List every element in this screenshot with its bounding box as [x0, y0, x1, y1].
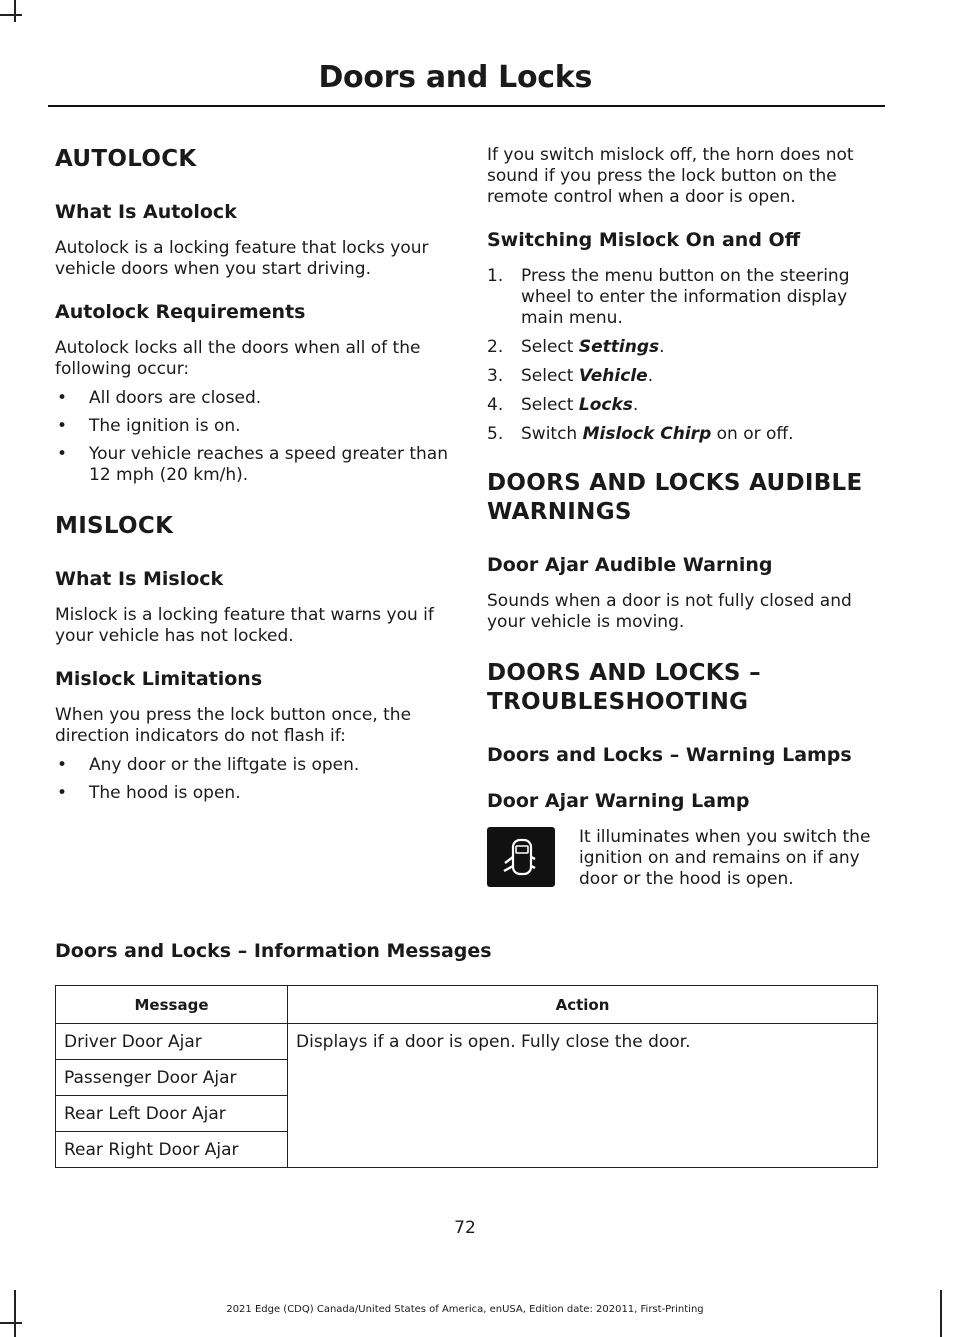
information-messages-title: Doors and Locks – Information Messages [55, 940, 492, 962]
autolock-requirements-heading: Autolock Requirements [55, 301, 306, 323]
step-item [487, 366, 882, 387]
step-item [487, 266, 882, 329]
step-emphasis: Locks [578, 395, 633, 415]
step-text: Press the menu button on the steering wheel to enter the information display main menu. [521, 266, 850, 328]
bullet: • [57, 416, 68, 436]
list-item-text: Any door or the liftgate is open. [89, 755, 360, 775]
step-suffix: . [632, 395, 639, 415]
message-cell: Passenger Door Ajar [56, 1060, 288, 1096]
autolock-heading: AUTOLOCK [55, 146, 197, 172]
crop-mark [14, 0, 16, 22]
mislock-heading: MISLOCK [55, 513, 174, 539]
step-suffix: . [647, 366, 654, 386]
warning-lamps-heading: Doors and Locks – Warning Lamps [487, 744, 852, 766]
step-text: Select [521, 337, 579, 357]
step-emphasis: Vehicle [578, 366, 648, 386]
what-is-autolock-text: Autolock is a locking feature that locks your vehicle doors when you start driving. [55, 238, 429, 279]
switching-mislock-heading: Switching Mislock On and Off [487, 229, 801, 251]
action-cell: Displays if a door is open. Fully close the door. [288, 1024, 878, 1168]
door-ajar-lamp-text: It illuminates when you switch the ignition on and remains on if any door or the hood is open. [579, 827, 871, 889]
step-emphasis: Mislock Chirp [582, 424, 712, 444]
troubleshooting-heading-line1: DOORS AND LOCKS – [487, 660, 761, 686]
bullet: • [57, 783, 68, 803]
action-column-header: Action [288, 986, 878, 1024]
table-header-row [56, 986, 878, 1024]
left-column [55, 145, 450, 811]
list-item-text: All doors are closed. [89, 388, 262, 408]
switching-steps-list [487, 266, 882, 445]
crop-mark [0, 1322, 22, 1324]
what-is-mislock-heading: What Is Mislock [55, 568, 224, 590]
bullet: • [57, 388, 68, 408]
step-number: 4. [487, 395, 504, 415]
audible-warnings-heading-line1: DOORS AND LOCKS AUDIBLE [487, 470, 863, 496]
step-number: 3. [487, 366, 504, 386]
message-cell: Rear Left Door Ajar [56, 1096, 288, 1132]
step-number: 1. [487, 266, 504, 286]
mislock-limitations-list [55, 755, 450, 804]
step-number: 2. [487, 337, 504, 357]
message-column-header: Message [56, 986, 288, 1024]
table-row [56, 1024, 878, 1060]
what-is-autolock-heading: What Is Autolock [55, 201, 237, 223]
list-item [55, 783, 450, 804]
list-item-text: Your vehicle reaches a speed greater than 12 mph (20 km/h). [89, 444, 448, 485]
list-item-text: The ignition is on. [89, 416, 241, 436]
information-messages-table [55, 985, 878, 1168]
list-item [55, 444, 450, 486]
step-number: 5. [487, 424, 504, 444]
page-footer: 2021 Edge (CDQ) Canada/United States of America, enUSA, Edition date: 202011, First-Printing [226, 1304, 704, 1315]
mislock-limitations-intro: When you press the lock button once, the direction indicators do not flash if: [55, 705, 412, 746]
what-is-mislock-text: Mislock is a locking feature that warns you if your vehicle has not locked. [55, 605, 434, 646]
list-item-text: The hood is open. [89, 783, 241, 803]
autolock-requirements-list [55, 388, 450, 486]
step-item [487, 424, 882, 445]
door-ajar-lamp-row [487, 827, 882, 890]
door-ajar-lamp-heading: Door Ajar Warning Lamp [487, 790, 750, 812]
step-suffix: on or off. [711, 424, 794, 444]
header-divider [48, 105, 885, 107]
door-ajar-audible-text: Sounds when a door is not fully closed and your vehicle is moving. [487, 591, 852, 632]
mislock-limitations-heading: Mislock Limitations [55, 668, 263, 690]
right-column [487, 145, 882, 890]
message-cell: Driver Door Ajar [56, 1024, 288, 1060]
step-text: Switch [521, 424, 583, 444]
crop-mark [940, 1290, 942, 1337]
door-ajar-warning-icon [487, 827, 555, 887]
list-item [55, 416, 450, 437]
mislock-off-text: If you switch mislock off, the horn does not sound if you press the lock button on the remote control when a door is open. [487, 145, 854, 207]
message-cell: Rear Right Door Ajar [56, 1132, 288, 1168]
step-item [487, 337, 882, 358]
audible-warnings-heading-line2: WARNINGS [487, 499, 632, 525]
step-text: Select [521, 395, 579, 415]
page-title: Doors and Locks [318, 60, 592, 95]
autolock-requirements-intro: Autolock locks all the doors when all of the following occur: [55, 338, 421, 379]
troubleshooting-heading-line2: TROUBLESHOOTING [487, 689, 749, 715]
list-item [55, 388, 450, 409]
page-number: 72 [454, 1218, 476, 1238]
bullet: • [57, 444, 68, 464]
crop-mark [0, 14, 22, 16]
step-text: Select [521, 366, 579, 386]
door-ajar-audible-heading: Door Ajar Audible Warning [487, 554, 773, 576]
bullet: • [57, 755, 68, 775]
step-emphasis: Settings [578, 337, 660, 357]
step-item [487, 395, 882, 416]
list-item [55, 755, 450, 776]
step-suffix: . [659, 337, 665, 357]
